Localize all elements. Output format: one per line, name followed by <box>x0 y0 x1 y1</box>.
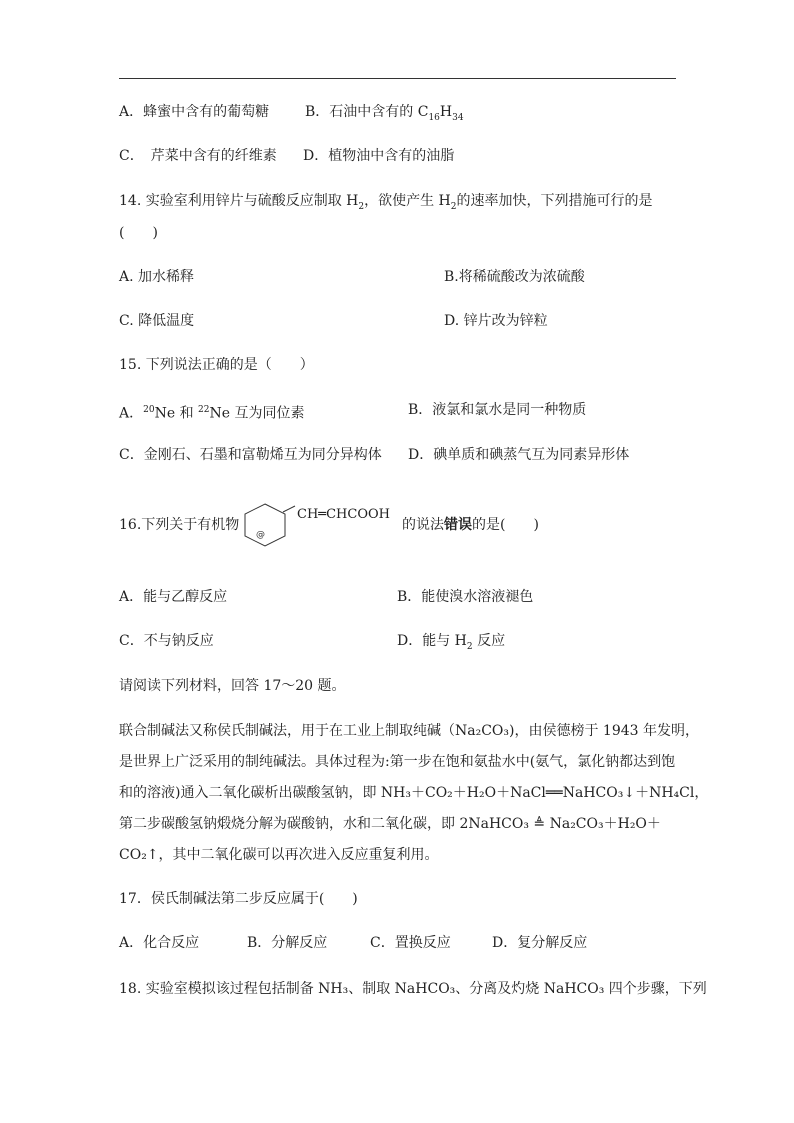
q16-option-c: C．不与钠反应 <box>119 633 214 649</box>
material-line: 联合制碱法又称侯氏制碱法，用于在工业上制取纯碱（Na₂CO₃)，由侯德榜于 1943 年发明， <box>119 723 699 739</box>
q17-stem: 17．侯氏制碱法第二步反应属于( ) <box>119 891 358 907</box>
structure-side-chain-label: CH═CHCOOH <box>297 507 390 522</box>
q15-stem: 15. 下列说法正确的是（ ） <box>119 357 314 373</box>
q17-option-a: A．化合反应 <box>119 935 200 951</box>
q17-option-d: D．复分解反应 <box>492 935 588 951</box>
q16-option-d: D．能与 $H_2$ 反应 <box>397 633 506 652</box>
q15-option-b: B．液氯和氯水是同一种物质 <box>408 402 587 418</box>
q14-option-a: A. 加水稀释 <box>119 269 195 285</box>
q17-option-c: C．置换反应 <box>370 935 451 951</box>
header-rule <box>119 78 676 79</box>
q13-option-c: C． 芹菜中含有的纤维素 <box>119 148 277 164</box>
q13-option-b: B．石油中含有的 $C_{16}H_{34}$ <box>305 104 464 123</box>
svg-text:@: @ <box>256 530 265 540</box>
cinnamic-acid-structure <box>243 500 393 552</box>
q14-option-c: C. 降低温度 <box>119 313 195 329</box>
q16-stem-after: 的说法错误的是( ) <box>402 517 539 533</box>
q13-option-a: A．蜂蜜中含有的葡萄糖 <box>119 104 270 120</box>
q14-option-d: D. 锌片改为锌粒 <box>444 313 548 329</box>
q18-stem: 18. 实验室模拟该过程包括制备 NH₃、制取 NaHCO₃、分离及灼烧 NaHCO₃ 四个步骤，下列 <box>119 981 707 997</box>
q13-option-d: D．植物油中含有的油脂 <box>303 148 455 164</box>
q15-option-a: A．$^{20}$Ne 和 $^{22}$Ne 互为同位素 <box>119 405 305 422</box>
material-line: CO₂↑，其中二氧化碳可以再次进入反应重复利用。 <box>119 847 439 863</box>
reading-intro: 请阅读下列材料，回答 17～20 题。 <box>119 678 346 694</box>
q17-option-b: B．分解反应 <box>247 935 328 951</box>
q15-option-d: D．碘单质和碘蒸气互为同素异形体 <box>408 447 630 463</box>
q16-stem-before: 16.下列关于有机物 <box>119 517 240 533</box>
q16-option-b: B．能使溴水溶液褪色 <box>397 589 534 605</box>
material-line: 和的溶液)通入二氧化碳析出碳酸氢钠，即 NH₃＋CO₂＋H₂O＋NaCl══NaHCO₃↓＋NH₄Cl， <box>119 785 709 801</box>
q15-option-c: C．金刚石、石墨和富勒烯互为同分异构体 <box>119 447 382 463</box>
q16-emphasis: 错误 <box>444 517 472 533</box>
q14-option-b: B.将稀硫酸改为浓硫酸 <box>444 269 585 285</box>
material-line: 是世界上广泛采用的制纯碱法。具体过程为:第一步在饱和氨盐水中(氨气，氯化钠都达到饱 <box>119 754 676 770</box>
q14-answer-paren: ( ) <box>119 225 158 241</box>
material-paragraph <box>119 716 709 871</box>
material-line: 第二步碳酸氢钠煅烧分解为碳酸钠，水和二氧化碳，即 2NaHCO₃ ≜ Na₂CO₃＋H₂O＋ <box>119 816 661 832</box>
q16-option-a: A．能与乙醇反应 <box>119 589 228 605</box>
q14-stem: 14. 实验室利用锌片与硫酸反应制取 $H_2$，欲使产生 $H_2$的速率加快，下列措施可行的是 <box>119 193 653 212</box>
